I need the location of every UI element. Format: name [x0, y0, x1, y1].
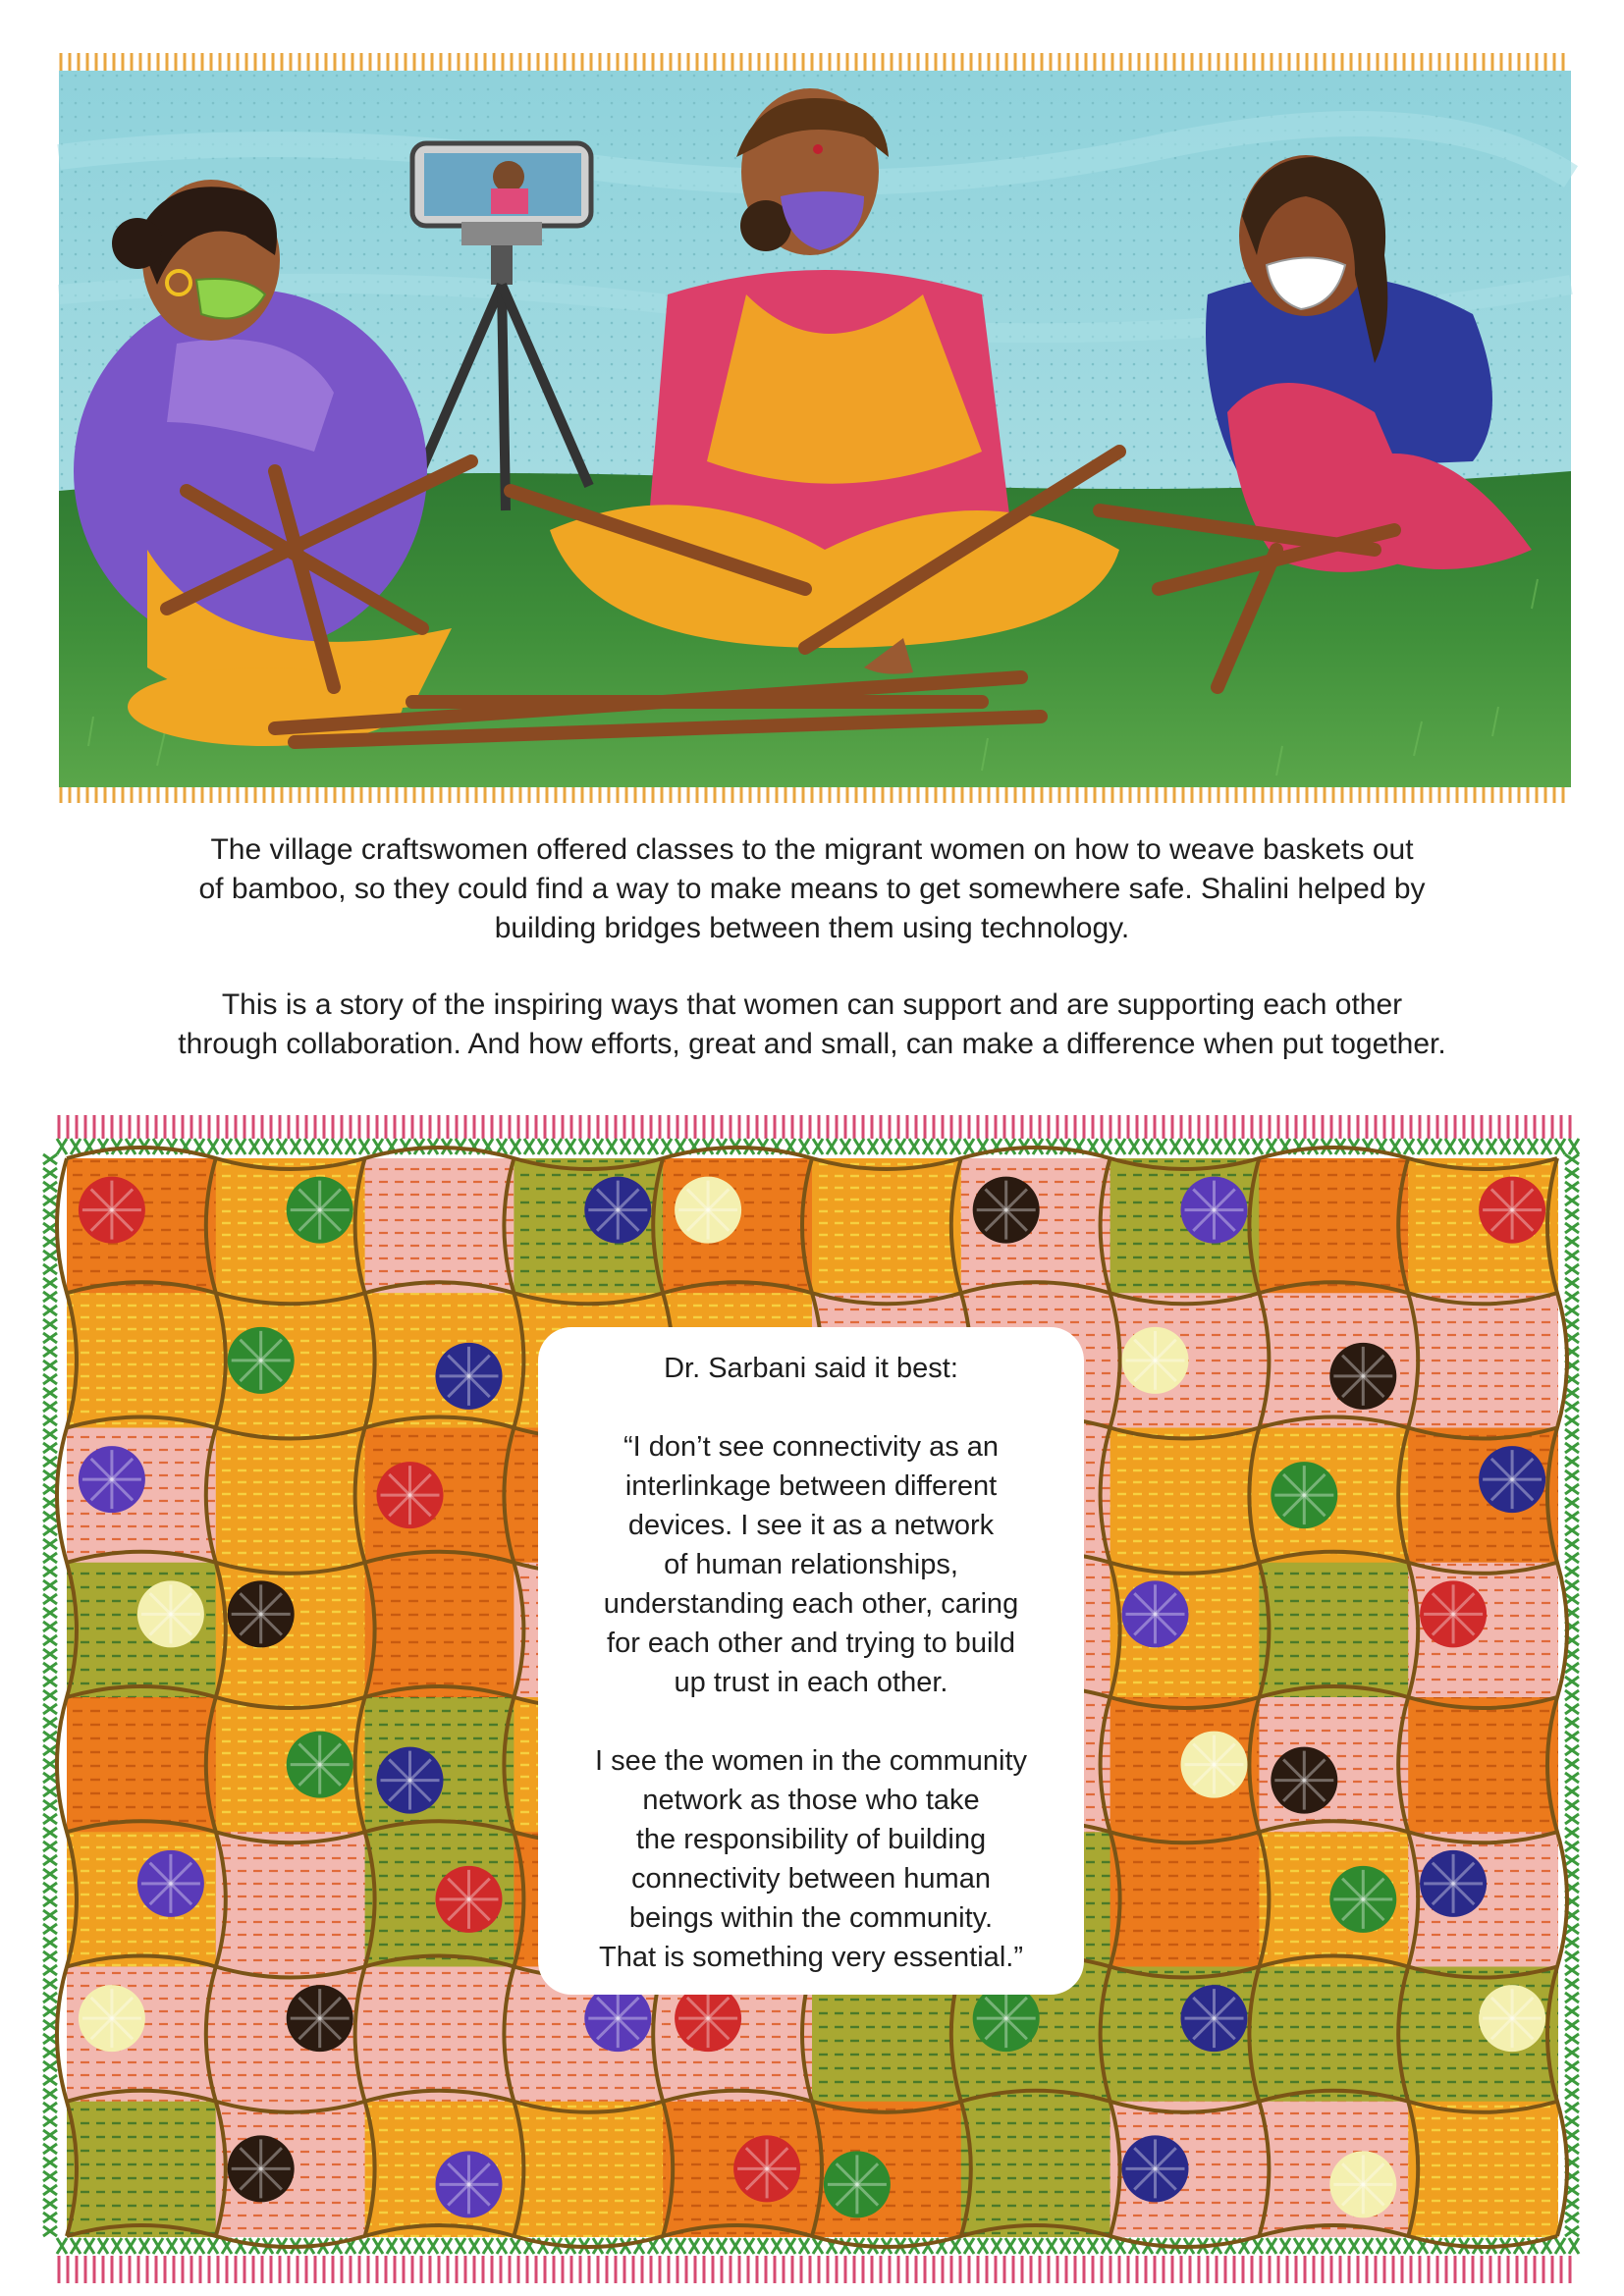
- story-caption-paragraph-1: [98, 830, 1526, 948]
- caption-line: of bamboo, so they could find a way to make means to get somewhere safe. Shalini helped by: [198, 873, 1426, 905]
- quote-line: understanding each other, caring: [603, 1588, 1019, 1620]
- quote-card: [538, 1327, 1084, 1995]
- quote-intro: Dr. Sarbani said it best:: [664, 1353, 958, 1384]
- quote-line: beings within the community.: [628, 1902, 994, 1934]
- caption-line: This is a story of the inspiring ways that women can support and are supporting each other: [221, 988, 1403, 1021]
- caption-line: building bridges between them using technology.: [494, 912, 1130, 944]
- quote-line: “I don’t see connectivity as an: [623, 1431, 1000, 1463]
- quote-line: up trust in each other.: [674, 1667, 948, 1698]
- caption-line: through collaboration. And how efforts, great and small, can make a difference when put together.: [178, 1028, 1446, 1060]
- quote-line: devices. I see it as a network: [627, 1510, 995, 1541]
- story-caption-paragraph-2: [98, 986, 1526, 1064]
- caption-line: The village craftswomen offered classes to the migrant women on how to weave baskets out: [210, 833, 1414, 866]
- quote-line: for each other and trying to build: [607, 1628, 1015, 1659]
- quote-line: the responsibility of building: [635, 1824, 987, 1855]
- quote-line: of human relationships,: [664, 1549, 958, 1580]
- quote-line: I see the women in the community: [594, 1745, 1028, 1777]
- quote-line: network as those who take: [642, 1785, 980, 1816]
- quote-line: That is something very essential.”: [599, 1942, 1023, 1973]
- weaving-class-illustration: [0, 0, 1624, 825]
- quote-line: interlinkage between different: [624, 1470, 998, 1502]
- quote-line: connectivity between human: [631, 1863, 991, 1895]
